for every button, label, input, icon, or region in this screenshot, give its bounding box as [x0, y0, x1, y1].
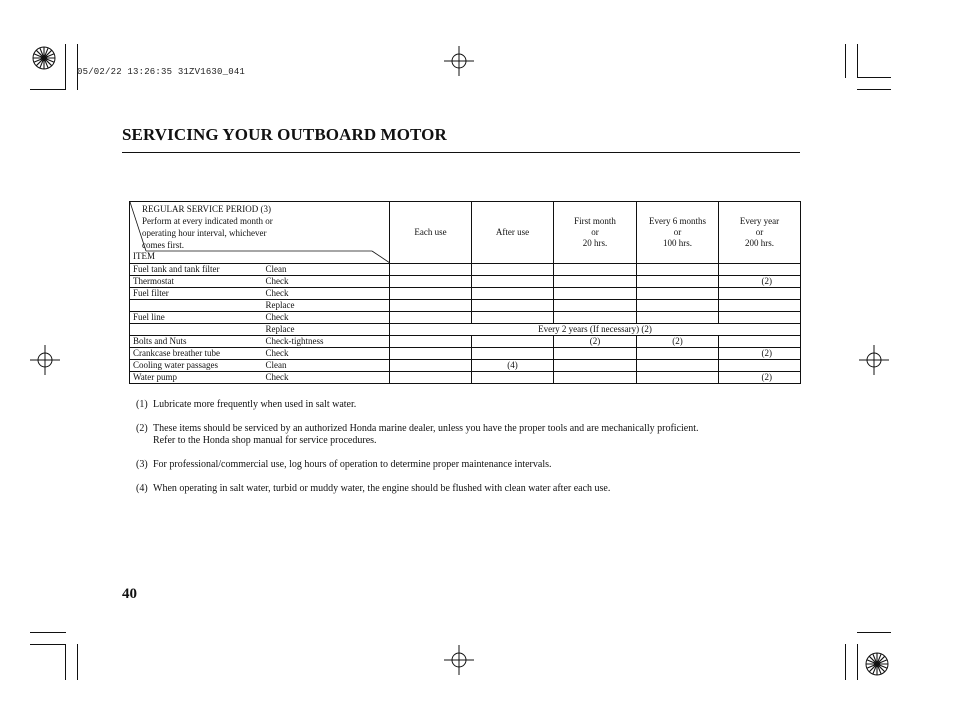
- each-use-cell: [390, 372, 472, 384]
- page-title: SERVICING YOUR OUTBOARD MOTOR: [122, 125, 447, 144]
- col-header-after-use: After use: [472, 202, 554, 264]
- footnote-text: For professional/commercial use, log hours of operation to determine proper maintenance intervals.: [153, 459, 552, 470]
- first-month-cell: [554, 276, 637, 288]
- registration-crosshair-icon: [444, 645, 474, 675]
- footnote-number: (2): [136, 423, 148, 434]
- year-cell: (2): [719, 348, 801, 360]
- footnote: [136, 459, 806, 471]
- each-use-cell: [390, 336, 472, 348]
- table-row: [130, 312, 801, 324]
- action-cell: Replace: [263, 324, 390, 336]
- col-header-first-month: [554, 202, 637, 264]
- action-cell: Check: [263, 372, 390, 384]
- col-header-line: Every year: [739, 216, 780, 226]
- footnote-number: (1): [136, 399, 148, 410]
- col-header-line: or: [755, 227, 764, 237]
- year-cell: [719, 300, 801, 312]
- period-line-2: operating hour interval, whichever: [142, 228, 267, 238]
- footnote-number: (3): [136, 459, 148, 470]
- table-row: [130, 336, 801, 348]
- six-months-cell: [637, 348, 719, 360]
- first-month-cell: [554, 300, 637, 312]
- registration-crosshair-icon: [859, 345, 889, 375]
- footnote-text: When operating in salt water, turbid or muddy water, the engine should be flushed with clean water after each use.: [153, 483, 611, 494]
- first-month-cell: (2): [554, 336, 637, 348]
- year-cell: [719, 264, 801, 276]
- footnote-text: Refer to the Honda shop manual for service procedures.: [153, 435, 377, 446]
- six-months-cell: [637, 276, 719, 288]
- action-cell: Check: [263, 312, 390, 324]
- registration-crosshair-icon: [444, 46, 474, 76]
- six-months-cell: [637, 300, 719, 312]
- item-cell: Fuel line: [130, 312, 263, 324]
- action-cell: Check: [263, 288, 390, 300]
- first-month-cell: [554, 312, 637, 324]
- col-header-six-months: [637, 202, 719, 264]
- footnote-text: These items should be serviced by an authorized Honda marine dealer, unless you have the proper tools and are mechanically proficient.: [153, 423, 699, 434]
- year-cell: [719, 336, 801, 348]
- col-header-line: 100 hrs.: [663, 238, 692, 248]
- title-rule: [122, 152, 800, 153]
- each-use-cell: [390, 276, 472, 288]
- six-months-cell: [637, 360, 719, 372]
- action-cell: Check: [263, 348, 390, 360]
- action-cell: Check-tightness: [263, 336, 390, 348]
- action-cell: Clean: [263, 264, 390, 276]
- after-use-cell: [472, 336, 554, 348]
- after-use-cell: [472, 348, 554, 360]
- service-schedule-table: [129, 201, 801, 384]
- year-cell: (2): [719, 372, 801, 384]
- period-title: REGULAR SERVICE PERIOD (3): [142, 204, 272, 214]
- action-cell: Replace: [263, 300, 390, 312]
- col-header-every-year: [719, 202, 801, 264]
- first-month-cell: [554, 372, 637, 384]
- first-month-cell: [554, 288, 637, 300]
- table-row: [130, 360, 801, 372]
- col-header-line: or: [673, 227, 682, 237]
- after-use-cell: [472, 300, 554, 312]
- item-cell: [130, 300, 263, 312]
- footnotes: [136, 399, 806, 495]
- after-use-cell: [472, 288, 554, 300]
- after-use-cell: [472, 372, 554, 384]
- item-cell: Water pump: [130, 372, 263, 384]
- first-month-cell: [554, 360, 637, 372]
- footnote-text: Lubricate more frequently when used in salt water.: [153, 399, 357, 410]
- year-cell: (2): [719, 276, 801, 288]
- table-row: [130, 324, 801, 336]
- period-line-3: comes first.: [142, 240, 184, 250]
- after-use-cell: [472, 276, 554, 288]
- action-cell: Check: [263, 276, 390, 288]
- action-cell: Clean: [263, 360, 390, 372]
- item-cell: Bolts and Nuts: [130, 336, 263, 348]
- year-cell: [719, 312, 801, 324]
- item-cell: Cooling water passages: [130, 360, 263, 372]
- print-timestamp: 05/02/22 13:26:35 31ZV1630_041: [77, 67, 246, 77]
- item-cell: Fuel tank and tank filter: [130, 264, 263, 276]
- period-header-cell: [130, 202, 390, 264]
- first-month-cell: [554, 348, 637, 360]
- footnote-number: (4): [136, 483, 148, 494]
- after-use-cell: (4): [472, 360, 554, 372]
- footnote: [136, 399, 806, 411]
- each-use-cell: [390, 312, 472, 324]
- col-header-line: 20 hrs.: [582, 238, 608, 248]
- registration-starburst-icon: [863, 650, 891, 678]
- each-use-cell: [390, 288, 472, 300]
- footnote: [136, 423, 806, 447]
- item-cell: [130, 324, 263, 336]
- registration-crosshair-icon: [30, 345, 60, 375]
- page-number: 40: [122, 586, 137, 602]
- six-months-cell: [637, 264, 719, 276]
- col-header-line: 200 hrs.: [745, 238, 774, 248]
- table-row: [130, 264, 801, 276]
- table-header-row: [130, 202, 801, 264]
- spanned-period-cell: Every 2 years (If necessary) (2): [390, 324, 801, 336]
- item-cell: Fuel filter: [130, 288, 263, 300]
- each-use-cell: [390, 300, 472, 312]
- col-header-line: First month: [574, 216, 616, 226]
- period-line-1: Perform at every indicated month or: [142, 216, 273, 226]
- first-month-cell: [554, 264, 637, 276]
- six-months-cell: [637, 312, 719, 324]
- table-row: [130, 276, 801, 288]
- item-cell: Crankcase breather tube: [130, 348, 263, 360]
- after-use-cell: [472, 312, 554, 324]
- after-use-cell: [472, 264, 554, 276]
- table-row: [130, 372, 801, 384]
- table-row: [130, 300, 801, 312]
- col-header-line: or: [591, 227, 599, 237]
- six-months-cell: [637, 372, 719, 384]
- registration-starburst-icon: [30, 44, 58, 72]
- table-row: [130, 348, 801, 360]
- each-use-cell: [390, 348, 472, 360]
- each-use-cell: [390, 360, 472, 372]
- item-cell: Thermostat: [130, 276, 263, 288]
- six-months-cell: (2): [637, 336, 719, 348]
- col-header-each-use: Each use: [390, 202, 472, 264]
- year-cell: [719, 360, 801, 372]
- year-cell: [719, 288, 801, 300]
- six-months-cell: [637, 288, 719, 300]
- footnote: [136, 483, 806, 495]
- each-use-cell: [390, 264, 472, 276]
- col-header-line: Every 6 months: [649, 216, 706, 226]
- item-label: ITEM: [133, 251, 155, 261]
- table-row: [130, 288, 801, 300]
